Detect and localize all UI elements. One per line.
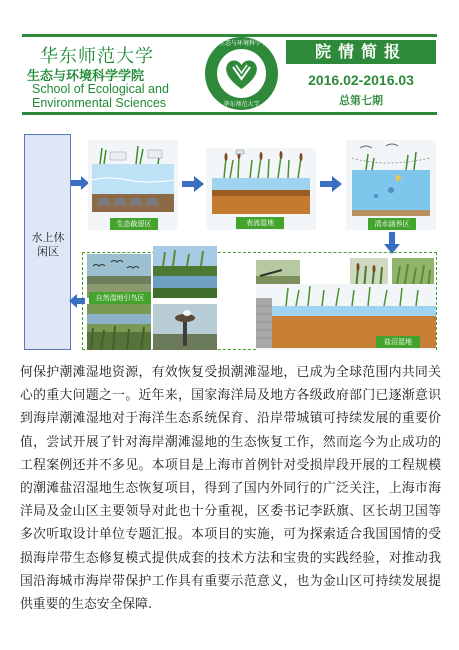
school-logo: [205, 37, 278, 110]
logo-text-top: 生态与环境科学学院: [219, 40, 274, 47]
wetland-photo-nest: [153, 304, 217, 350]
eco-retain-stage: [88, 140, 178, 230]
natural-wetland-stage: [87, 246, 217, 350]
article-paragraph: 何保护潮滩湿地资源，有效恢复受损潮滩湿地，已成为全球范围内共同关心的重大问题之一。近年来，国家海洋局及地方各级政府部门已逐渐意识到海岸潮滩湿地对于海洋生态系统保育、沿岸带城镇可持续发展的重要价值，尝试开展了针对海岸潮滩湿地的生态恢复工作，然而迄今为止成功的工程案例还并不多见。本项目是上海市首例针对受损岸段开展的工程规模的潮滩盐沼湿地生态恢复项目，得到了国内外同行的广泛关注，上海市海洋局及金山区主要领导对此也十分重视，区委书记李跃旗、区长胡卫国等多次听取设计单位专题汇报。本项目的实施，可为探索适合我国国情的受损海岸带生态修复模式提供成套的技术方法和宝贵的实践经验，对推动我国沿海城市海岸带保护工作具有重要示范意义，也为金山区可持续发展提供重要的生态安全保障.: [20, 365, 441, 613]
issue-number: 总第七期: [339, 94, 383, 107]
header-top-rule: [22, 34, 437, 37]
date-range: 2016.02-2016.03: [308, 72, 414, 88]
bulletin-title: 院情简报: [286, 40, 436, 64]
surface-wetland-label: 表流湿地: [236, 217, 284, 229]
header-bottom-rule: [22, 112, 437, 115]
wetland-restoration-diagram: [24, 134, 439, 350]
clear-water-label: 清水涵养区: [368, 218, 416, 230]
eco-retain-label: 生态截留区: [110, 218, 158, 230]
clear-water-stage: [346, 140, 436, 230]
logo-emblem: [217, 49, 266, 98]
clear-water-illustration: [346, 140, 436, 230]
arrow-right-icon: [320, 176, 342, 192]
salt-marsh-label: 盐沼湿地: [376, 336, 420, 348]
eco-retain-illustration: [88, 140, 178, 230]
university-name: 华东师范大学: [40, 46, 154, 67]
surface-wetland-stage: [206, 148, 316, 230]
arrow-down-icon: [384, 232, 400, 254]
arrow-left-icon: [69, 294, 85, 308]
school-name: 生态与环境科学学院: [27, 69, 145, 84]
school-english-line-1: School of Ecological and: [32, 82, 169, 96]
school-english-line-2: Environmental Sciences: [32, 96, 167, 110]
bulletin-header: [22, 34, 442, 116]
leisure-zone-panel: [24, 134, 71, 350]
logo-text-bottom: 华东师范大学: [223, 101, 260, 108]
leisure-zone-label: 水上休闲区: [31, 231, 65, 258]
wetland-photo-reeds: [153, 246, 217, 298]
wetland-photo-marsh: [87, 304, 151, 350]
heart-leaf-icon: [217, 49, 266, 98]
arrow-right-icon: [71, 176, 89, 190]
school-english-name: [32, 82, 169, 110]
salt-marsh-stage: [256, 258, 436, 350]
arrow-right-icon: [182, 176, 204, 192]
natural-wetland-label: 自然湿地引鸟区: [89, 292, 151, 304]
